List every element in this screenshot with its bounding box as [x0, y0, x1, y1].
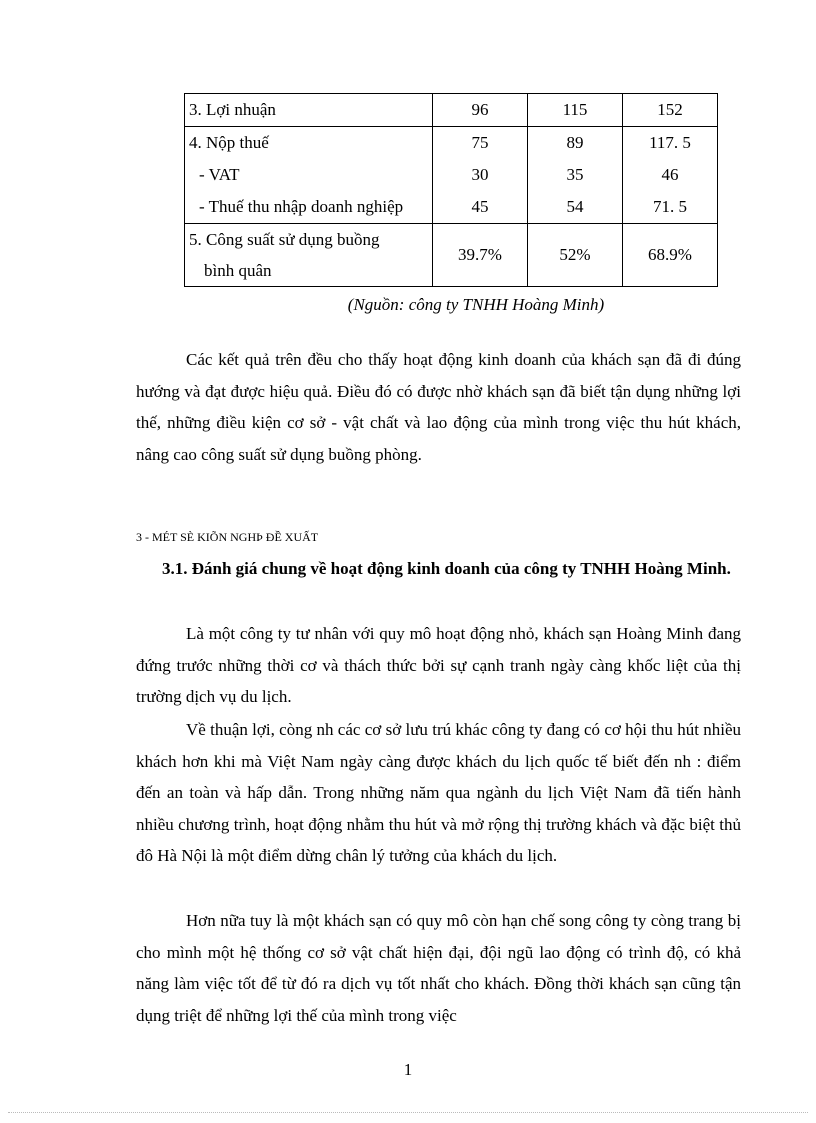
page-number: 1: [403, 1060, 413, 1079]
cell-value: 115: [562, 100, 588, 119]
table-cell: [623, 94, 718, 127]
table-source-note: (Nguồn: công ty TNHH Hoàng Minh): [347, 295, 605, 314]
row-label-line: 4. Nộp thuế: [189, 133, 269, 152]
section-heading: 3 - MÉT SÈ KIÕN NGHÞ ĐỀ XUẤT: [136, 530, 319, 544]
table-cell: [433, 94, 528, 127]
table-cell: [433, 127, 528, 224]
cell-value: 71. 5: [653, 197, 687, 216]
cell-value: 117. 5: [649, 133, 691, 152]
row-label: [185, 224, 433, 287]
cell-value: 75: [471, 133, 489, 152]
paragraph: Về thuận lợi, còng nh các cơ sở lưu trú khác công ty đang có cơ hội thu hút nhiều khách hơn khi mà Việt Nam ngày càng được khách du lịch quốc tế biết đến nh : điểm đến an toàn và hấp dẫn. Trong những năm qua ngành du lịch Việt Nam đã tiến hành nhiều chương trình, hoạt động nhằm thu hút và mở rộng thị trường khách và đặc biệt thủ đô Hà Nội là một điểm dừng chân lý tưởng của khách du lịch.: [136, 720, 741, 866]
row-label: [185, 94, 433, 127]
row-label-line: - Thuế thu nhập doanh nghiệp: [199, 197, 404, 216]
cell-value: 96: [471, 100, 489, 119]
page-bottom-border: [8, 1112, 808, 1113]
cell-value: 46: [661, 165, 679, 184]
cell-value: 54: [566, 197, 584, 216]
table-cell: [528, 94, 623, 127]
paragraph: Các kết quả trên đều cho thấy hoạt động kinh doanh của khách sạn đã đi đúng hướng và đạt được hiệu quả. Điều đó có được nhờ khách sạn đã biết tận dụng những lợi thế, những điều kiện cơ sở - vật chất và lao động của mình trong việc thu hút khách, nâng cao công suất sử dụng buồng phòng.: [136, 350, 741, 464]
table-cell: [528, 127, 623, 224]
cell-value: 89: [566, 133, 584, 152]
row-label-line: 3. Lợi nhuận: [189, 100, 276, 119]
business-results-table: [184, 93, 718, 287]
table-cell: 68.9%: [623, 224, 718, 287]
table-cell: [623, 127, 718, 224]
row-label: [185, 127, 433, 224]
row-label-line: - VAT: [199, 165, 240, 184]
subsection-heading: 3.1. Đánh giá chung về hoạt động kinh doanh của công ty TNHH Hoàng Minh.: [162, 559, 731, 578]
cell-value: 35: [566, 165, 584, 184]
row-label-line: bình quân: [204, 261, 272, 280]
table-cell: 52%: [528, 224, 623, 287]
cell-value: 30: [471, 165, 489, 184]
table-cell: 39.7%: [433, 224, 528, 287]
row-label-line: 5. Công suất sử dụng buồng: [189, 230, 380, 249]
table-row: [185, 127, 718, 224]
table-row: [185, 94, 718, 127]
paragraph: Là một công ty tư nhân với quy mô hoạt động nhỏ, khách sạn Hoàng Minh đang đứng trước những thời cơ và thách thức bởi sự cạnh tranh ngày càng khốc liệt của thị trường dịch vụ du lịch.: [136, 624, 741, 707]
table-row: [185, 224, 718, 287]
paragraph: Hơn nữa tuy là một khách sạn có quy mô còn hạn chế song công ty còng trang bị cho mình một hệ thống cơ sở vật chất hiện đại, đội ngũ lao động có trình độ, có khả năng làm việc tốt để từ đó ra dịch vụ tốt nhất cho khách. Đồng thời khách sạn cũng tận dụng triệt để những lợi thế của mình trong việc: [136, 911, 741, 1025]
cell-value: 45: [471, 197, 489, 216]
cell-value: 152: [657, 100, 683, 119]
